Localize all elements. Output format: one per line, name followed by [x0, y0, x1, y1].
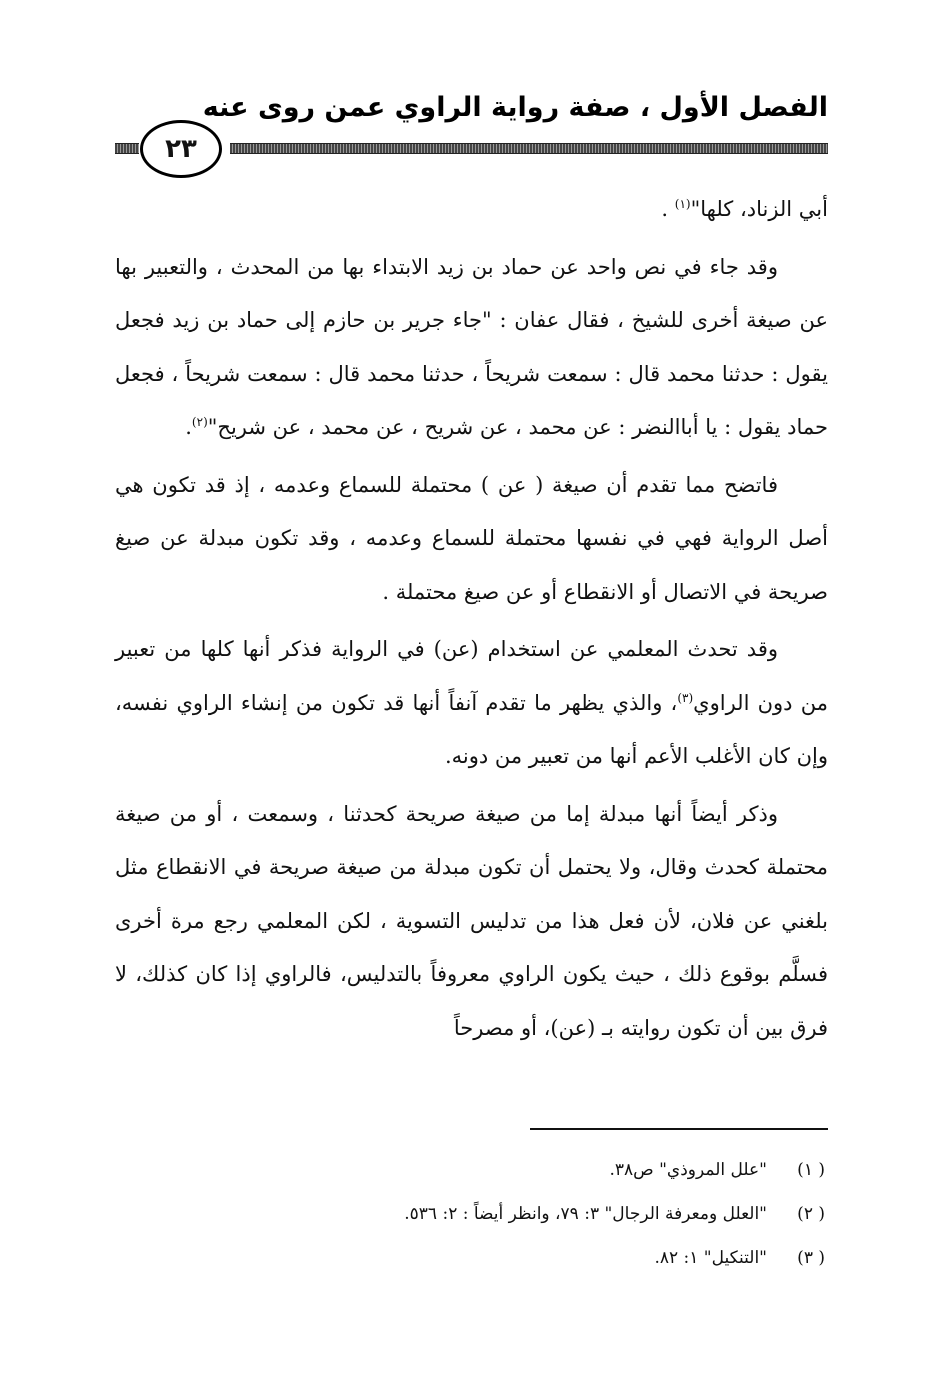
footnote-number: ( ١)	[797, 1160, 825, 1180]
paragraph-4: وقد تحدث المعلمي عن استخدام (عن) في الرواية فذكر أنها كلها من تعبير من دون الراوي$^{(٣)}$، والذي يظهر ما تقدم آنفاً أنها قد تكون من إنشاء الراوي نفسه، وإن كان الأغلب الأعم أنها من تعبير من دونه.	[115, 637, 828, 768]
footnote-3	[115, 1236, 825, 1280]
header-rule-left	[115, 143, 139, 154]
footnote-ref-1[interactable]: (١)	[674, 197, 691, 211]
main-text	[115, 183, 828, 1059]
footnote-separator	[530, 1128, 828, 1130]
footnote-ref-3[interactable]: (٣)	[677, 690, 694, 705]
page-number-badge: ٢٣	[140, 120, 222, 178]
footnote-number: ( ٣)	[797, 1248, 825, 1268]
header-rule	[230, 143, 828, 154]
paragraph-2: وقد جاء في نص واحد عن حماد بن زيد الابتداء بها من المحدث ، والتعبير بها عن صيغة أخرى للشيخ ، فقال عفان : "جاء جرير بن حازم إلى حماد بن زيد فجعل يقول : حدثنا محمد قال : سمعت شريحاً ، حدثنا محمد قال : سمعت شريحاً ، فجعل حماد يقول : يا أباالنضر : عن محمد ، عن شريح ، عن محمد ، عن شريح"$^{(٢)}$.	[115, 254, 828, 439]
paragraph-5: وذكر أيضاً أنها مبدلة إما من صيغة صريحة كحدثنا ، وسمعت ، أو من صيغة محتملة كحدث وقال، ولا يحتمل أن تكون مبدلة من صيغة صريحة في الانقطاع مثل بلغني عن فلان، لأن فعل هذا من تدليس التسوية ، لكن المعلمي رجع مرة أخرى فسلَّم بوقوع ذلك ، حيث يكون الراوي معروفاً بالتدليس، فالراوي إذا كان كذلك، لا فرق بين أن تكون روايته بـ (عن)، أو مصرحاً	[115, 801, 828, 1040]
running-header-title: الفصل الأول ، صفة رواية الراوي عمن روى عنه	[202, 92, 828, 123]
footnote-number: ( ٢)	[797, 1204, 825, 1224]
footnote-ref-2[interactable]: (٢)	[191, 415, 208, 429]
footnote-2	[115, 1192, 825, 1236]
footnote-text: "العلل ومعرفة الرجال" ٣: ٧٩، وانظر أيضاً : ٢: ٥٣٦.	[404, 1204, 767, 1224]
footnote-text: "علل المروذي" ص٣٨.	[609, 1160, 767, 1180]
paragraph-1: أبي الزناد، كلها"$^{(١)}$ .	[661, 197, 828, 221]
paragraph-3: فاتضح مما تقدم أن صيغة ( عن ) محتملة للسماع وعدمه ، إذ قد تكون هي أصل الرواية فهي في نفسها محتملة للسماع وعدمه ، وقد تكون مبدلة عن صيغ صريحة في الاتصال أو الانقطاع أو عن صيغ محتملة .	[115, 472, 828, 604]
footnote-text: "التنكيل" ١: ٨٢.	[654, 1248, 767, 1268]
footnotes	[115, 1148, 825, 1280]
footnote-1	[115, 1148, 825, 1192]
